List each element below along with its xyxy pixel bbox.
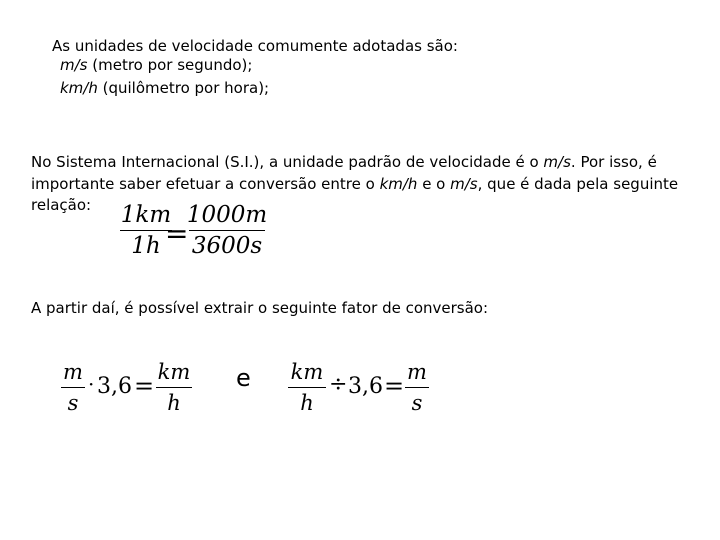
intro-heading: As unidades de velocidade comumente adotadas são: (52, 37, 458, 55)
fraction-m-s (186, 202, 268, 259)
unit-symbol: m/s (60, 56, 88, 74)
denominator: 1h (131, 233, 161, 259)
numerator: 1000m (186, 202, 268, 228)
equals-sign: = (165, 217, 189, 250)
fraction-m-s (405, 362, 429, 414)
unit-description: (quilômetro por hora); (97, 79, 270, 97)
numerator: m (407, 360, 427, 384)
denominator: h (167, 391, 181, 415)
si-paragraph-line-3: relação: (31, 196, 92, 214)
unit-item-kmh (60, 78, 269, 98)
denominator: h (300, 391, 314, 415)
numerator: m (63, 360, 83, 384)
numerator: km (290, 360, 324, 384)
text-run: No Sistema Internacional (S.I.), a unidade padrão de velocidade é o (31, 153, 544, 171)
fraction-bar (288, 387, 326, 388)
text-run: importante saber efetuar a conversão entre o (31, 175, 380, 193)
equals-sign: = (134, 372, 155, 400)
fraction-km-h (156, 362, 192, 414)
text-run: . Por isso, é (570, 153, 657, 171)
text-run: , que é dada pela seguinte (477, 175, 679, 193)
unit-description: (metro por segundo); (87, 56, 253, 74)
factor-text: A partir daí, é possível extrair o seguinte fator de conversão: (31, 299, 489, 317)
divide-sign: ÷ (329, 372, 348, 397)
unit-ms: m/s (450, 175, 478, 193)
fraction-bar (189, 230, 265, 231)
unit-ms: m/s (543, 153, 571, 171)
text-run: e o (417, 175, 451, 193)
fraction-bar (61, 387, 85, 388)
unit-item-ms (60, 55, 252, 75)
unit-symbol: km/h (60, 79, 98, 97)
numerator: km (157, 360, 191, 384)
denominator: s (67, 391, 79, 415)
unit-kmh: km/h (379, 175, 418, 193)
si-paragraph-line-2 (31, 174, 678, 194)
fraction-m-s (61, 362, 85, 414)
fraction-bar (405, 387, 429, 388)
fraction-km-h (288, 362, 326, 414)
factor-value: 3,6 (348, 374, 383, 399)
connector-e: e (236, 364, 251, 392)
numerator: 1km (120, 202, 172, 228)
fraction-bar (156, 387, 192, 388)
equals-sign: = (384, 372, 405, 400)
denominator: s (411, 391, 423, 415)
si-paragraph-line-1 (31, 152, 657, 172)
factor-value: 3,6 (97, 374, 132, 399)
multiply-dot: · (88, 372, 95, 396)
denominator: 3600s (191, 233, 263, 259)
